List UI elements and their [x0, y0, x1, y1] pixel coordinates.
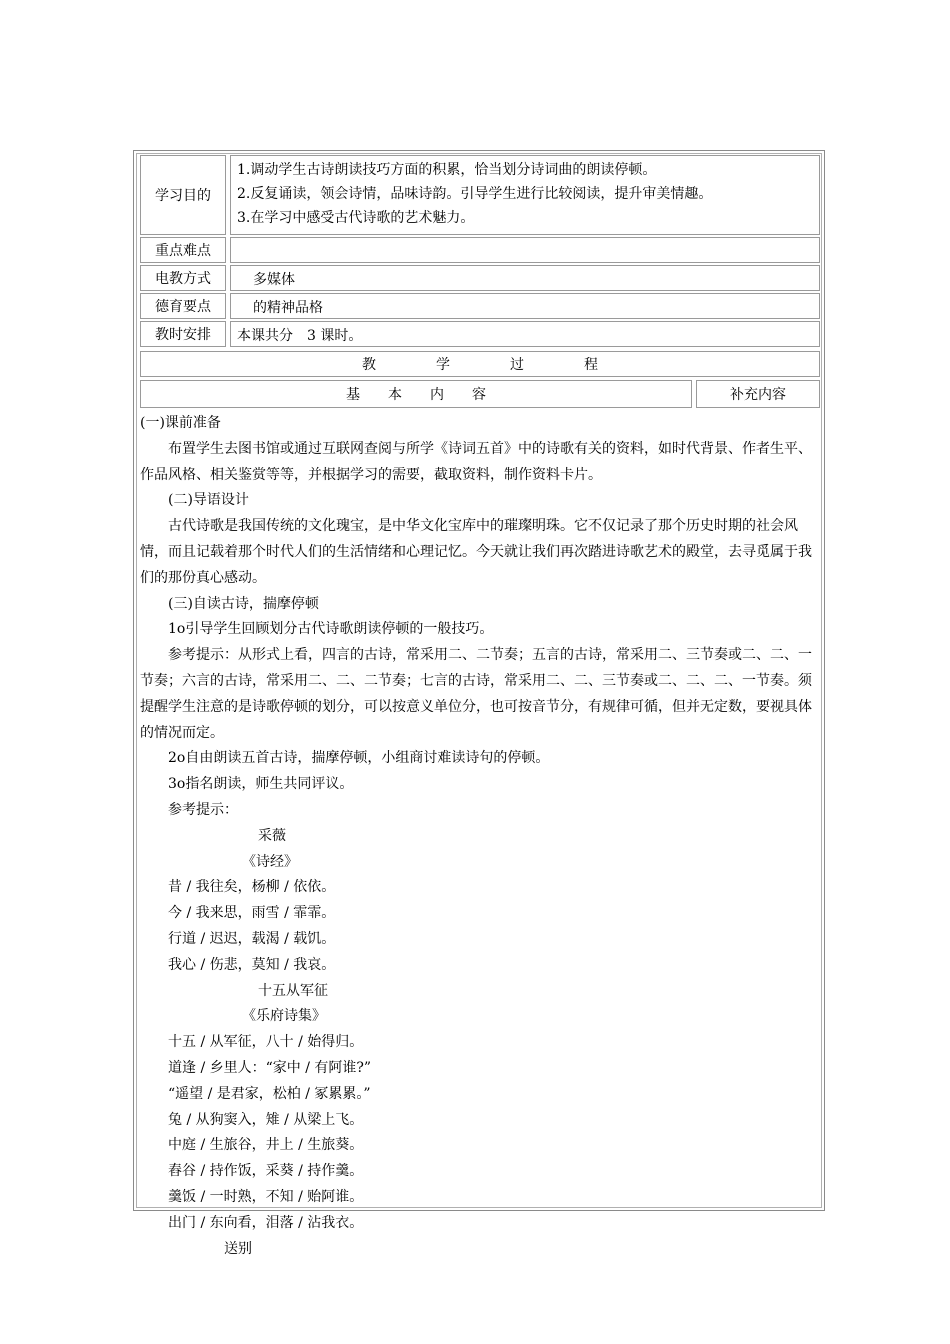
process-char-3: 过 [510, 357, 524, 373]
poem-1-line: 行道 / 迟迟，载渴 / 载饥。 [168, 930, 336, 947]
goals-value [230, 155, 820, 235]
poem-1-line: 今 / 我来思，雨雪 / 霏霏。 [168, 905, 336, 922]
section-2-text: 古代诗歌是我国传统的文化瑰宝，是中华文化宝库中的璀璨明珠。它不仅记录了那个历史时期的社会风情，而且记载着那个时代人们的生活情绪和心理记忆。今天就让我们再次踏进诗歌艺术的殿堂，去寻觅属于我们的那份真心感动。 [140, 518, 812, 586]
extra-content-header: 补充内容 [696, 380, 820, 408]
media-row [140, 265, 820, 291]
media-value: 多媒体 [230, 265, 820, 291]
poem-1-title: 采薇 [258, 827, 286, 844]
poem-2-source: 《乐府诗集》 [242, 1008, 326, 1025]
step-3: 3o指名朗读，师生共同评议。 [168, 776, 354, 793]
poem-2-title: 十五从军征 [258, 982, 328, 999]
key-points-value [230, 237, 820, 263]
key-points-label: 重点难点 [140, 237, 226, 263]
poem-2-line: “遥望 / 是君家，松柏 / 冢累累。” [168, 1085, 371, 1102]
moral-value: 的精神品格 [230, 293, 820, 319]
goals-label: 学习目的 [140, 155, 226, 235]
section-3-title: (三)自读古诗，揣摩停顿 [168, 595, 319, 612]
step-1: 1o引导学生回顾划分古代诗歌朗读停顿的一般技巧。 [168, 621, 494, 638]
process-char-2: 学 [436, 357, 450, 373]
moral-label: 德育要点 [140, 293, 226, 319]
process-title-row [140, 351, 820, 377]
basic-char-4: 容 [472, 387, 486, 403]
goals-row [140, 155, 820, 235]
hint-1: 参考提示：从形式上看，四言的古诗，常采用二、二节奏；五言的古诗，常采用二、三节奏或二、二、一节奏；六言的古诗，常采用二、二、二节奏；七言的古诗，常采用二、二、三节奏或二、二、二、一节奏。须提醒学生注意的是诗歌停顿的划分，可以按意义单位分，也可按音节分，有规律可循，但并无定数，要视具体的情况而定。 [140, 647, 812, 741]
poem-2-line: 十五 / 从军征，八十 / 始得归。 [168, 1034, 364, 1051]
poem-2-line: 道逢 / 乡里人：“家中 / 有阿谁?” [168, 1059, 372, 1076]
basic-content-header [140, 380, 692, 408]
poem-1-line: 我心 / 伤悲，莫知 / 我哀。 [168, 956, 336, 973]
goal-line-2: 2.反复诵读，领会诗情，品味诗韵。引导学生进行比较阅读，提升审美情趣。 [237, 186, 713, 202]
lesson-plan-table [133, 150, 825, 1257]
media-label: 电教方式 [140, 265, 226, 291]
hint-2: 参考提示： [168, 801, 238, 818]
section-1-text: 布置学生去图书馆或通过互联网查阅与所学《诗词五首》中的诗歌有关的资料，如时代背景、作者生平、作品风格、相关鉴赏等等，并根据学习的需要，截取资料，制作资料卡片。 [140, 440, 812, 483]
step-2: 2o自由朗读五首古诗，揣摩停顿，小组商讨难读诗句的停顿。 [168, 750, 550, 767]
poem-1-line: 昔 / 我往矣，杨柳 / 依依。 [168, 879, 336, 896]
poem-2-line: 羹饭 / 一时熟，不知 / 贻阿谁。 [168, 1188, 364, 1205]
basic-char-1: 基 [346, 387, 360, 403]
section-1-title: (一)课前准备 [140, 415, 221, 431]
process-char-1: 教 [362, 357, 376, 373]
poem-2-line: 出门 / 东向看，泪落 / 沾我衣。 [168, 1214, 364, 1231]
key-points-row [140, 237, 820, 263]
section-2-title: (二)导语设计 [168, 492, 249, 509]
goal-line-3: 3.在学习中感受古代诗歌的艺术魅力。 [237, 210, 475, 226]
basic-char-2: 本 [388, 387, 402, 403]
schedule-label: 教时安排 [140, 321, 226, 347]
poem-2-line: 中庭 / 生旅谷，井上 / 生旅葵。 [168, 1137, 364, 1154]
lesson-body [140, 411, 820, 1262]
poem-3-title: 送别 [224, 1240, 252, 1257]
poem-1-source: 《诗经》 [242, 853, 298, 870]
poem-2-line: 兔 / 从狗窦入，雉 / 从梁上飞。 [168, 1111, 364, 1128]
schedule-row [140, 321, 820, 347]
process-char-4: 程 [584, 357, 598, 373]
process-title [140, 351, 820, 377]
poem-2-line: 舂谷 / 持作饭，采葵 / 持作羹。 [168, 1163, 364, 1180]
schedule-value: 本课共分 3 课时。 [230, 321, 820, 347]
column-header-row [140, 380, 820, 408]
moral-row [140, 293, 820, 319]
goal-line-1: 1.调动学生古诗朗读技巧方面的积累，恰当划分诗词曲的朗读停顿。 [237, 162, 657, 178]
basic-char-3: 内 [430, 387, 444, 403]
